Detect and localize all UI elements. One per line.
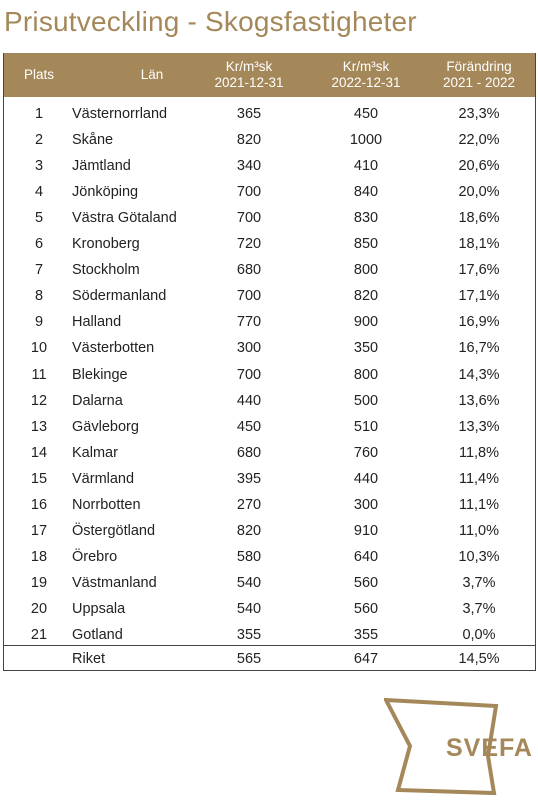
cell-lan: Örebro [72, 548, 118, 565]
cell-change: 11,4% [458, 470, 500, 487]
header-change-label: Förändring [446, 59, 512, 74]
header-change [429, 53, 529, 97]
cell-value-2021: 355 [236, 627, 262, 643]
cell-value-2022: 500 [353, 392, 379, 409]
cell-plats: 3 [34, 158, 44, 175]
svefa-logo [384, 698, 536, 796]
cell-value-2021: 820 [236, 522, 262, 539]
cell-plats: 12 [30, 392, 48, 409]
cell-value-2021: 700 [236, 366, 262, 383]
table-total-row [4, 645, 535, 671]
cell-value-2021: 365 [236, 106, 262, 122]
cell-change: 11,0% [458, 522, 500, 539]
cell-value-2021: 440 [236, 392, 262, 409]
header-value-2021 [199, 53, 299, 97]
table-row [4, 570, 535, 596]
total-value-2021: 565 [236, 651, 262, 667]
cell-change: 14,3% [458, 366, 500, 383]
table-row [4, 127, 535, 153]
table-row [4, 257, 535, 283]
cell-value-2021: 700 [236, 288, 262, 305]
header-value-2022 [316, 53, 416, 97]
cell-value-2021: 300 [236, 340, 262, 357]
cell-lan: Gävleborg [72, 418, 139, 435]
cell-value-2022: 450 [353, 106, 379, 122]
cell-value-2022: 640 [353, 548, 379, 565]
cell-change: 18,6% [458, 210, 500, 227]
cell-change: 0,0% [462, 627, 496, 643]
header-unit-2021: Kr/m³sk [225, 59, 273, 74]
header-date-2022: 2022-12-31 [331, 75, 401, 90]
cell-value-2021: 700 [236, 210, 262, 227]
cell-lan: Västerbotten [72, 340, 155, 357]
table-row [4, 179, 535, 205]
cell-value-2021: 580 [236, 548, 262, 565]
cell-value-2021: 270 [236, 496, 262, 513]
cell-lan: Kalmar [72, 444, 118, 461]
header-unit-2022: Kr/m³sk [342, 59, 390, 74]
cell-change: 17,1% [458, 288, 500, 305]
table-row [4, 309, 535, 335]
table-row [4, 231, 535, 257]
cell-lan: Dalarna [72, 392, 123, 409]
cell-change: 16,7% [458, 340, 500, 357]
cell-change: 3,7% [462, 574, 496, 591]
cell-plats: 8 [34, 288, 44, 305]
cell-value-2022: 910 [353, 522, 379, 539]
cell-lan: Kronoberg [72, 236, 140, 253]
cell-change: 20,0% [458, 184, 500, 201]
cell-change: 18,1% [458, 236, 500, 253]
table-row [4, 466, 535, 492]
cell-change: 23,3% [458, 106, 500, 122]
cell-lan: Västernorrland [72, 106, 168, 122]
cell-plats: 6 [34, 236, 44, 253]
cell-value-2022: 300 [353, 496, 379, 513]
header-lan: Län [140, 67, 164, 82]
cell-value-2022: 440 [353, 470, 379, 487]
cell-value-2022: 830 [353, 210, 379, 227]
cell-change: 16,9% [458, 314, 500, 331]
cell-value-2021: 450 [236, 418, 262, 435]
cell-lan: Blekinge [72, 366, 128, 383]
cell-value-2021: 770 [236, 314, 262, 331]
cell-value-2022: 410 [353, 158, 379, 175]
cell-plats: 13 [30, 418, 48, 435]
cell-plats: 5 [34, 210, 44, 227]
table-header [4, 53, 535, 97]
cell-value-2022: 560 [353, 600, 379, 617]
total-change: 14,5% [458, 651, 500, 667]
header-plats: Plats [23, 67, 54, 82]
cell-value-2022: 800 [353, 366, 379, 383]
cell-plats: 21 [30, 627, 48, 643]
cell-value-2022: 760 [353, 444, 379, 461]
cell-value-2022: 820 [353, 288, 379, 305]
header-date-2021: 2021-12-31 [214, 75, 284, 90]
table-row [4, 388, 535, 414]
cell-lan: Stockholm [72, 262, 140, 279]
table-row [4, 414, 535, 440]
cell-plats: 14 [30, 444, 48, 461]
cell-value-2021: 540 [236, 574, 262, 591]
total-value-2022: 647 [353, 651, 379, 667]
cell-change: 13,3% [458, 418, 500, 435]
table-row [4, 205, 535, 231]
cell-plats: 15 [30, 470, 48, 487]
table-row [4, 283, 535, 309]
cell-value-2022: 560 [353, 574, 379, 591]
cell-plats: 1 [34, 106, 44, 122]
cell-value-2021: 540 [236, 600, 262, 617]
page-title: Prisutveckling - Skogsfastigheter [4, 6, 417, 37]
cell-lan: Skåne [72, 132, 114, 149]
cell-lan: Uppsala [72, 600, 126, 617]
cell-plats: 20 [30, 600, 48, 617]
table-row [4, 492, 535, 518]
cell-value-2022: 510 [353, 418, 379, 435]
cell-change: 10,3% [458, 548, 500, 565]
header-change-period: 2021 - 2022 [442, 75, 516, 90]
cell-lan: Västra Götaland [72, 210, 177, 227]
cell-lan: Östergötland [72, 522, 156, 539]
cell-lan: Södermanland [72, 288, 167, 305]
cell-value-2022: 800 [353, 262, 379, 279]
cell-lan: Värmland [72, 470, 135, 487]
cell-value-2021: 700 [236, 184, 262, 201]
cell-plats: 11 [31, 366, 47, 383]
cell-value-2022: 1000 [349, 132, 383, 149]
cell-value-2022: 350 [353, 340, 379, 357]
table-row [4, 518, 535, 544]
cell-lan: Norrbotten [72, 496, 141, 513]
price-table [3, 53, 536, 671]
cell-value-2022: 850 [353, 236, 379, 253]
cell-value-2021: 820 [236, 132, 262, 149]
cell-change: 20,6% [458, 158, 500, 175]
cell-plats: 2 [34, 132, 44, 149]
table-row [4, 544, 535, 570]
cell-change: 11,1% [458, 496, 500, 513]
table-row [4, 362, 535, 388]
cell-lan: Jämtland [72, 158, 131, 175]
table-row [4, 101, 535, 127]
cell-value-2022: 840 [353, 184, 379, 201]
cell-plats: 18 [30, 548, 48, 565]
cell-value-2021: 680 [236, 444, 262, 461]
cell-plats: 7 [34, 262, 44, 279]
table-row [4, 335, 535, 361]
cell-change: 3,7% [462, 600, 496, 617]
cell-lan: Västmanland [72, 574, 157, 591]
cell-lan: Jönköping [72, 184, 139, 201]
total-lan: Riket [72, 651, 106, 667]
cell-value-2021: 680 [236, 262, 262, 279]
cell-plats: 17 [30, 522, 48, 539]
cell-lan: Halland [72, 314, 122, 331]
cell-plats: 9 [34, 314, 44, 331]
cell-value-2021: 395 [236, 470, 262, 487]
table-row [4, 440, 535, 466]
logo-text: SVEFA [446, 734, 533, 762]
cell-plats: 4 [34, 184, 44, 201]
cell-plats: 19 [30, 574, 48, 591]
table-row [4, 596, 535, 622]
cell-change: 11,8% [458, 444, 500, 461]
cell-change: 17,6% [458, 262, 500, 279]
cell-value-2021: 340 [236, 158, 262, 175]
cell-value-2022: 900 [353, 314, 379, 331]
cell-value-2021: 720 [236, 236, 262, 253]
cell-value-2022: 355 [353, 627, 379, 643]
table-row [4, 153, 535, 179]
cell-plats: 16 [30, 496, 48, 513]
cell-lan: Gotland [72, 627, 123, 643]
cell-plats: 10 [30, 340, 48, 357]
cell-change: 13,6% [458, 392, 500, 409]
cell-change: 22,0% [458, 132, 500, 149]
